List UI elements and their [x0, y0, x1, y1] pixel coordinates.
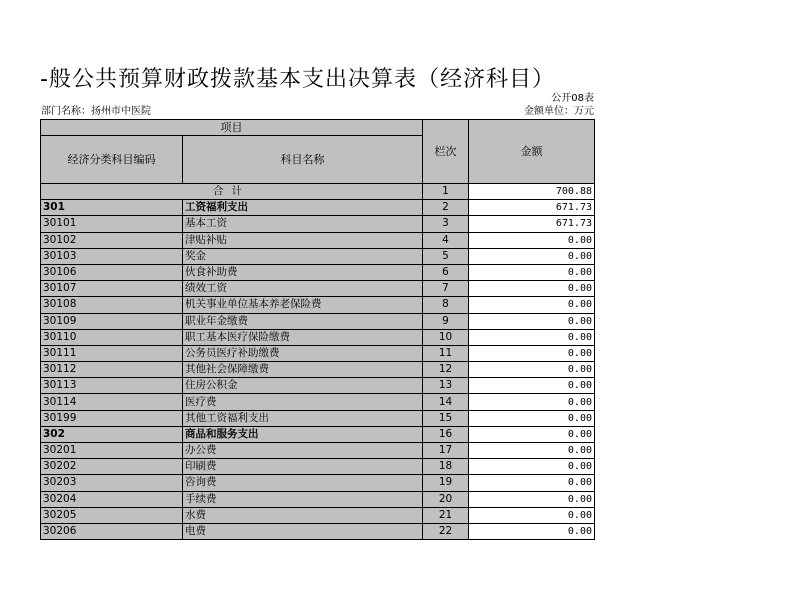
table-row	[41, 313, 595, 329]
row-seq: 10	[423, 329, 469, 345]
table-row	[41, 443, 595, 459]
page-title: -般公共预算财政拨款基本支出决算表（经济科目）	[40, 67, 555, 92]
table-row	[41, 410, 595, 426]
row-seq: 15	[423, 410, 469, 426]
row-name: 印刷费	[183, 459, 423, 475]
row-amount: 0.00	[469, 459, 595, 475]
row-seq: 4	[423, 232, 469, 248]
row-name: 职工基本医疗保险缴费	[183, 329, 423, 345]
table-row	[41, 378, 595, 394]
row-amount: 671.73	[469, 216, 595, 232]
row-name: 绩效工资	[183, 281, 423, 297]
row-name: 其他工资福利支出	[183, 410, 423, 426]
row-code: 301	[41, 200, 183, 216]
row-amount: 0.00	[469, 232, 595, 248]
table-row	[41, 232, 595, 248]
row-amount: 0.00	[469, 329, 595, 345]
row-name: 电费	[183, 523, 423, 539]
row-code: 30107	[41, 281, 183, 297]
table-row	[41, 329, 595, 345]
table-row	[41, 248, 595, 264]
row-code: 30102	[41, 232, 183, 248]
table-row	[41, 216, 595, 232]
row-seq: 2	[423, 200, 469, 216]
row-seq: 16	[423, 426, 469, 442]
row-name: 咨询费	[183, 475, 423, 491]
row-name: 商品和服务支出	[183, 426, 423, 442]
row-code: 30111	[41, 345, 183, 361]
row-name: 工资福利支出	[183, 200, 423, 216]
row-code: 30199	[41, 410, 183, 426]
row-amount: 0.00	[469, 362, 595, 378]
row-name: 其他社会保障缴费	[183, 362, 423, 378]
row-code: 30202	[41, 459, 183, 475]
table-row	[41, 394, 595, 410]
total-label: 合计	[41, 184, 423, 200]
row-amount: 0.00	[469, 523, 595, 539]
row-amount: 0.00	[469, 491, 595, 507]
row-seq: 3	[423, 216, 469, 232]
row-code: 30206	[41, 523, 183, 539]
row-amount: 0.00	[469, 378, 595, 394]
row-seq: 11	[423, 345, 469, 361]
row-amount: 0.00	[469, 426, 595, 442]
row-name: 职业年金缴费	[183, 313, 423, 329]
row-seq: 12	[423, 362, 469, 378]
row-code: 302	[41, 426, 183, 442]
header-name: 科目名称	[183, 136, 423, 184]
row-code: 30106	[41, 264, 183, 280]
header-item: 项目	[41, 120, 423, 136]
table-row	[41, 281, 595, 297]
row-name: 基本工资	[183, 216, 423, 232]
row-code: 30112	[41, 362, 183, 378]
table-row	[41, 426, 595, 442]
row-seq: 18	[423, 459, 469, 475]
total-amount: 700.88	[469, 184, 595, 200]
row-name: 手续费	[183, 491, 423, 507]
total-seq: 1	[423, 184, 469, 200]
row-seq: 17	[423, 443, 469, 459]
row-seq: 20	[423, 491, 469, 507]
row-name: 津贴补贴	[183, 232, 423, 248]
table-row	[41, 491, 595, 507]
amount-unit-label: 金额单位：万元	[524, 106, 594, 117]
row-seq: 9	[423, 313, 469, 329]
table-row	[41, 459, 595, 475]
row-name: 伙食补助费	[183, 264, 423, 280]
header-seq: 栏次	[423, 120, 469, 184]
row-code: 30114	[41, 394, 183, 410]
table-row	[41, 507, 595, 523]
row-seq: 14	[423, 394, 469, 410]
row-amount: 671.73	[469, 200, 595, 216]
row-seq: 21	[423, 507, 469, 523]
row-amount: 0.00	[469, 475, 595, 491]
row-amount: 0.00	[469, 345, 595, 361]
header-code: 经济分类科目编码	[41, 136, 183, 184]
row-seq: 8	[423, 297, 469, 313]
row-code: 30203	[41, 475, 183, 491]
department-label: 部门名称：扬州市中医院	[41, 106, 151, 117]
table-row	[41, 523, 595, 539]
row-seq: 19	[423, 475, 469, 491]
row-seq: 6	[423, 264, 469, 280]
expenditure-table	[40, 119, 595, 540]
table-row	[41, 362, 595, 378]
row-code: 30110	[41, 329, 183, 345]
row-name: 医疗费	[183, 394, 423, 410]
row-code: 30113	[41, 378, 183, 394]
row-seq: 5	[423, 248, 469, 264]
row-amount: 0.00	[469, 281, 595, 297]
row-seq: 22	[423, 523, 469, 539]
row-code: 30204	[41, 491, 183, 507]
table-row	[41, 264, 595, 280]
row-code: 30205	[41, 507, 183, 523]
header-amount: 金额	[469, 120, 595, 184]
table-row	[41, 345, 595, 361]
row-name: 办公费	[183, 443, 423, 459]
row-amount: 0.00	[469, 410, 595, 426]
row-code: 30103	[41, 248, 183, 264]
row-name: 住房公积金	[183, 378, 423, 394]
row-name: 奖金	[183, 248, 423, 264]
row-amount: 0.00	[469, 313, 595, 329]
row-seq: 7	[423, 281, 469, 297]
row-name: 机关事业单位基本养老保险费	[183, 297, 423, 313]
form-number: 公开08表	[551, 93, 594, 104]
row-amount: 0.00	[469, 297, 595, 313]
row-seq: 13	[423, 378, 469, 394]
row-name: 公务员医疗补助缴费	[183, 345, 423, 361]
table-row	[41, 475, 595, 491]
row-amount: 0.00	[469, 507, 595, 523]
row-code: 30101	[41, 216, 183, 232]
row-amount: 0.00	[469, 264, 595, 280]
row-code: 30109	[41, 313, 183, 329]
table-row	[41, 297, 595, 313]
row-amount: 0.00	[469, 443, 595, 459]
row-code: 30108	[41, 297, 183, 313]
total-row	[41, 184, 595, 200]
row-code: 30201	[41, 443, 183, 459]
table-row	[41, 200, 595, 216]
row-amount: 0.00	[469, 248, 595, 264]
row-amount: 0.00	[469, 394, 595, 410]
row-name: 水费	[183, 507, 423, 523]
